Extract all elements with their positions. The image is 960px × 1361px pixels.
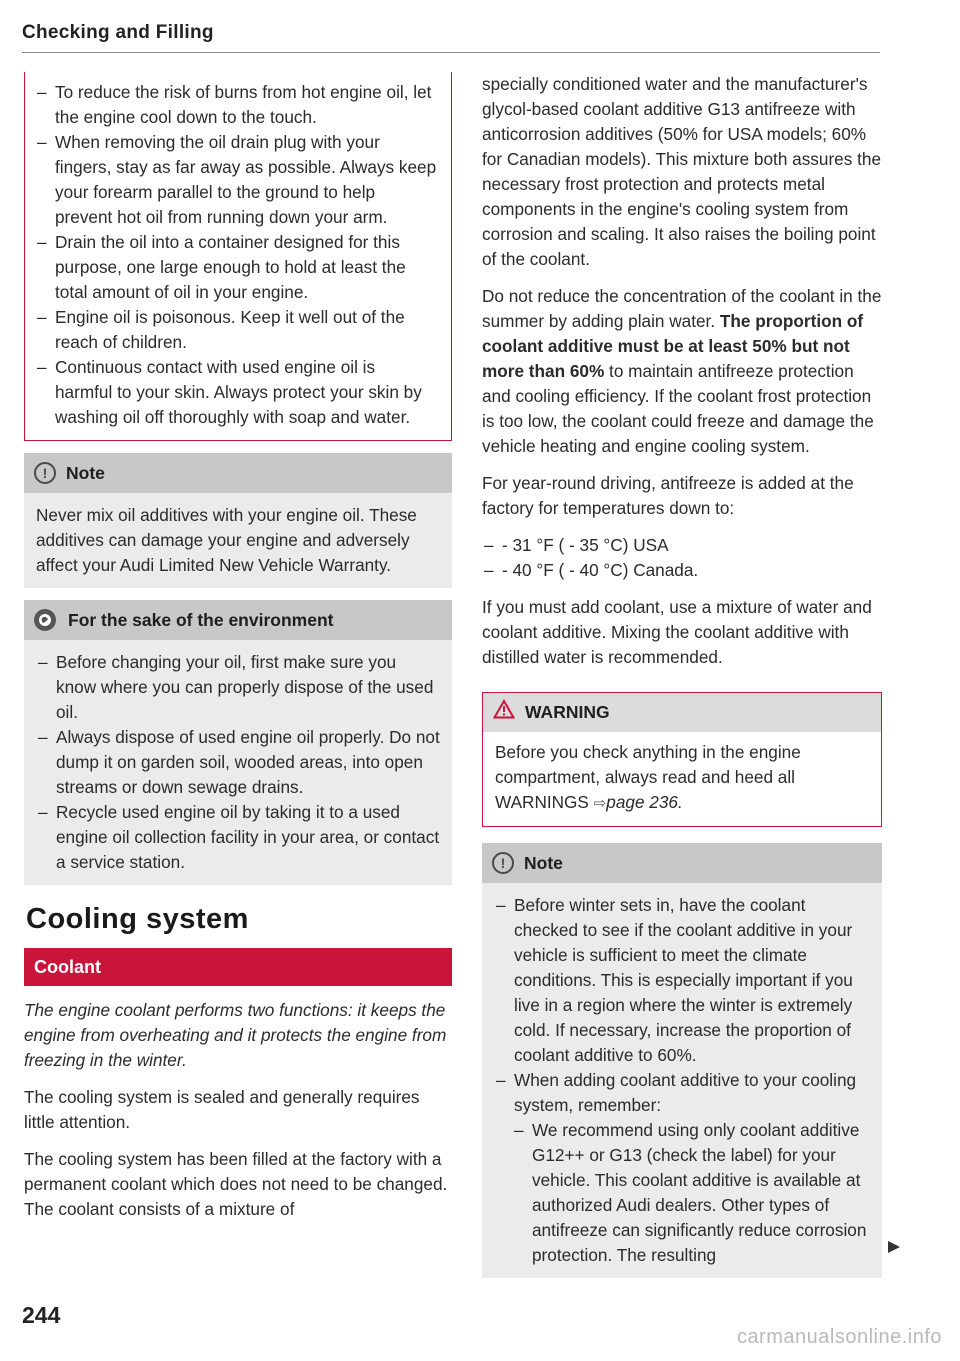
header-divider (22, 52, 880, 53)
intro-text: The engine coolant performs two functions: it keeps the engine from overheating and it protects the engine from freezing in the winter. (24, 1000, 447, 1070)
paragraph: The cooling system has been filled at the factory with a permanent coolant which does not need to be changed. The coolant consists of a mixture of (24, 1149, 448, 1219)
warning-item: – To reduce the risk of burns from hot engine oil, let the engine cool down to the touch. (35, 80, 437, 130)
note-item: – Before winter sets in, have the coolant checked to see if the coolant additive in your vehicle is sufficient to meet the climate conditions. This is especially important if you live in a region where the winter is extremely cold. If necessary, increase the proportion of coolant additive to 60%. (494, 893, 870, 1068)
environment-title: For the sake of the environment (68, 609, 334, 630)
note-box (24, 453, 452, 588)
paragraph-text: Do not reduce the concentration of the coolant in the summer by adding plain water. (482, 286, 882, 331)
warning-body (482, 732, 882, 827)
warning-item: – Continuous contact with used engine oil is harmful to your skin. Always protect your skin by washing oil off thoroughly with soap and water. (35, 355, 437, 430)
warning-item: – When removing the oil drain plug with your fingers, stay as far away as possible. Always keep your forearm parallel to the ground to help prevent hot oil from running down your arm. (35, 130, 437, 230)
note-item: – When adding coolant additive to your cooling system, remember: (494, 1068, 870, 1118)
warning-text: Before you check anything in the engine compartment, always read and heed all WARNINGS (495, 742, 801, 812)
note-title: Note (66, 462, 105, 483)
warning-triangle-icon (493, 699, 515, 726)
environment-header (24, 600, 452, 640)
warning-box (482, 692, 882, 827)
environment-item: – Recycle used engine oil by taking it to a used engine oil collection facility in your area, or contact a service station. (36, 800, 440, 875)
section-title: Cooling system (26, 903, 249, 935)
environment-item: – Before changing your oil, first make sure you know where you can properly dispose of the used oil. (36, 650, 440, 725)
note-title: Note (524, 852, 563, 873)
note-body (482, 883, 882, 1278)
warning-box-continued (24, 72, 452, 441)
exclamation-icon: ! (492, 852, 514, 874)
continue-arrow-icon (886, 1240, 902, 1259)
page-reference-link[interactable]: page 236. (606, 792, 683, 812)
right-column (482, 72, 882, 1278)
subsection-title: Coolant (24, 948, 452, 986)
environment-icon (34, 609, 56, 631)
paragraph: specially conditioned water and the manufacturer's glycol-based coolant additive G13 antifreeze with anticorrosion additives (50% for USA models; 60% for Canadian models). This mixture both assures the necessary frost protection and protects metal components in the engine's cooling system from corrosion and scaling. It also raises the boiling point of the coolant. (482, 74, 882, 269)
watermark: carmanualsonline.info (736, 1326, 942, 1348)
note-sub-item: – We recommend using only coolant additive G12++ or G13 (check the label) for your vehicle. This coolant additive is available at authorized Audi dealers. Other types of antifreeze can significantly reduce corrosion protection. The resulting (512, 1118, 870, 1268)
temperature-list (482, 533, 882, 583)
note-text: Never mix oil additives with your engine oil. These additives can damage your engine and adversely affect your Audi Limited New Vehicle Warranty. (24, 493, 452, 588)
exclamation-icon: ! (34, 462, 56, 484)
environment-item: – Always dispose of used engine oil properly. Do not dump it on garden soil, wooded areas, into open streams or down sewage drains. (36, 725, 440, 800)
warning-item: – Drain the oil into a container designed for this purpose, one large enough to hold at least the total amount of oil in your engine. (35, 230, 437, 305)
arrow-right-icon: ⇨ (593, 795, 607, 812)
paragraph: For year-round driving, antifreeze is added at the factory for temperatures down to: (482, 473, 854, 518)
environment-body (24, 640, 452, 885)
paragraph (482, 284, 882, 459)
warning-item: – Engine oil is poisonous. Keep it well out of the reach of children. (35, 305, 437, 355)
note-header (24, 453, 452, 493)
paragraph: If you must add coolant, use a mixture of water and coolant additive. Mixing the coolant additive with distilled water is recommended. (482, 597, 872, 667)
environment-box (24, 600, 452, 885)
note-header (482, 843, 882, 883)
temperature-item: – - 40 °F ( - 40 °C) Canada. (482, 558, 882, 583)
warning-header (482, 692, 882, 732)
note-box-2 (482, 843, 882, 1278)
page-number: 244 (22, 1302, 61, 1328)
paragraph-text: to maintain antifreeze protection and cooling efficiency. If the coolant frost protection is too low, the coolant could freeze and damage the vehicle heating and engine cooling system. (482, 361, 874, 456)
warning-title: WARNING (525, 702, 610, 722)
left-column (24, 72, 452, 1234)
page-header: Checking and Filling (22, 22, 214, 43)
paragraph: The cooling system is sealed and generally requires little attention. (24, 1087, 420, 1132)
paragraph-emphasis: The proportion of coolant additive must be at least 50% but not more than 60% (482, 311, 864, 381)
temperature-item: – - 31 °F ( - 35 °C) USA (482, 533, 882, 558)
